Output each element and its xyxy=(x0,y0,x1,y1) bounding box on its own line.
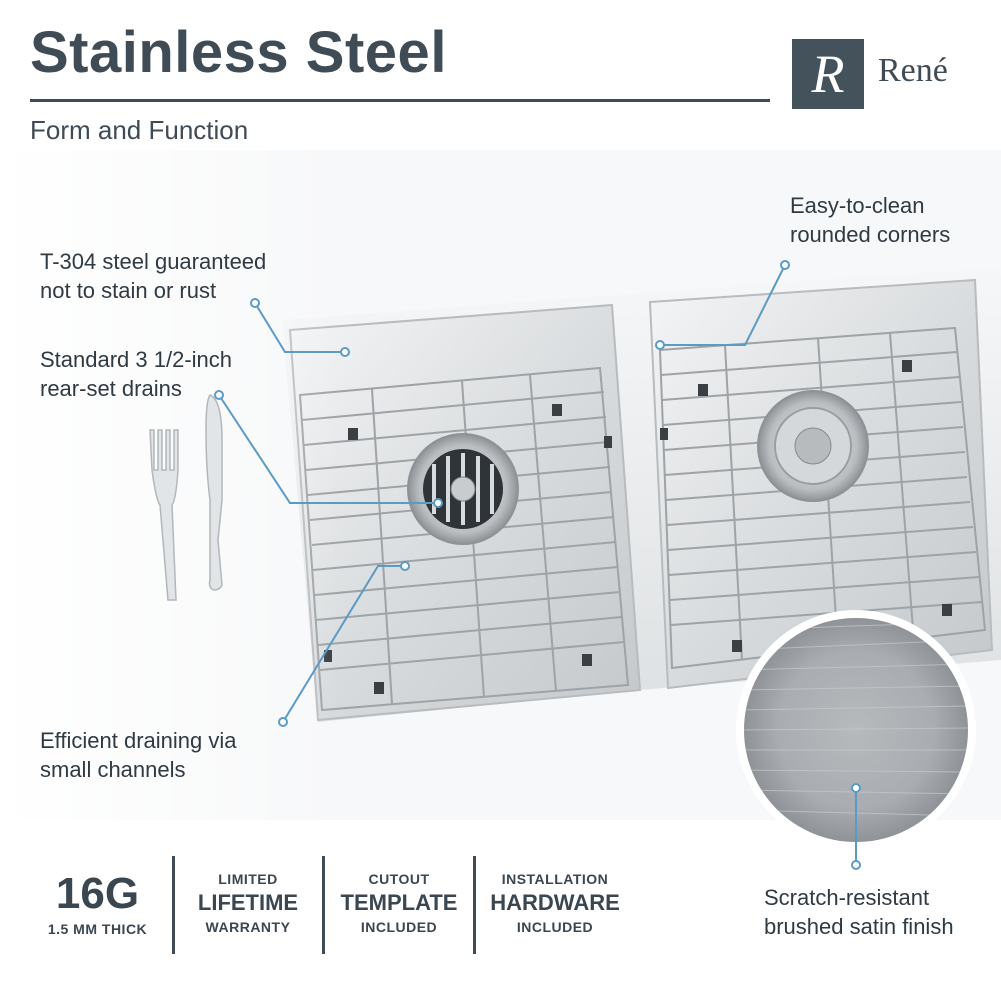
callout-finish-line2: brushed satin finish xyxy=(764,914,954,939)
callout-rear-drains xyxy=(40,345,232,403)
callout-channel-line1: Efficient draining via xyxy=(40,728,237,753)
left-drain-strainer xyxy=(408,434,518,544)
callout-steel-guarantee xyxy=(40,247,266,305)
callout-drain-line1: Standard 3 1/2-inch xyxy=(40,347,233,372)
spec-gauge xyxy=(30,870,165,940)
spec-warranty-top: LIMITED xyxy=(218,871,278,887)
callout-brushed-finish xyxy=(764,883,954,941)
brand-logo-letter: R xyxy=(811,44,845,104)
spec-hardware-bottom: INCLUDED xyxy=(516,919,594,935)
spec-template xyxy=(330,868,468,938)
spec-warranty-main: LIFETIME xyxy=(197,890,299,915)
spec-hardware xyxy=(480,868,630,938)
right-drain xyxy=(758,391,868,501)
callout-drain-line2: rear-set drains xyxy=(40,376,182,401)
spec-divider xyxy=(322,856,325,954)
spec-warranty xyxy=(180,868,316,938)
spec-gauge-value: 16G xyxy=(55,869,140,918)
spec-hardware-top: INSTALLATION xyxy=(501,871,609,887)
brand-wordmark: René xyxy=(878,52,948,89)
spec-divider xyxy=(172,856,175,954)
callout-corner-line1: Easy-to-clean xyxy=(790,193,925,218)
callout-finish-line1: Scratch-resistant xyxy=(764,885,930,910)
page-subtitle: Form and Function xyxy=(30,115,249,145)
spec-warranty-bottom: WARRANTY xyxy=(205,919,291,935)
callout-steel-line2: not to stain or rust xyxy=(40,278,217,303)
callout-channel-line2: small channels xyxy=(40,757,186,782)
spec-template-bottom: INCLUDED xyxy=(360,919,438,935)
spec-template-main: TEMPLATE xyxy=(340,890,458,915)
callout-draining-channels xyxy=(40,726,237,784)
spec-gauge-caption: 1.5 MM THICK xyxy=(47,921,148,937)
callout-corner-line2: rounded corners xyxy=(790,222,951,247)
page-title: Stainless Steel xyxy=(30,20,447,85)
callout-steel-line1: T-304 steel guaranteed xyxy=(40,249,267,274)
callout-rounded-corners xyxy=(790,191,950,249)
spec-template-top: CUTOUT xyxy=(368,871,430,887)
spec-hardware-main: HARDWARE xyxy=(490,890,620,915)
spec-divider xyxy=(473,856,476,954)
